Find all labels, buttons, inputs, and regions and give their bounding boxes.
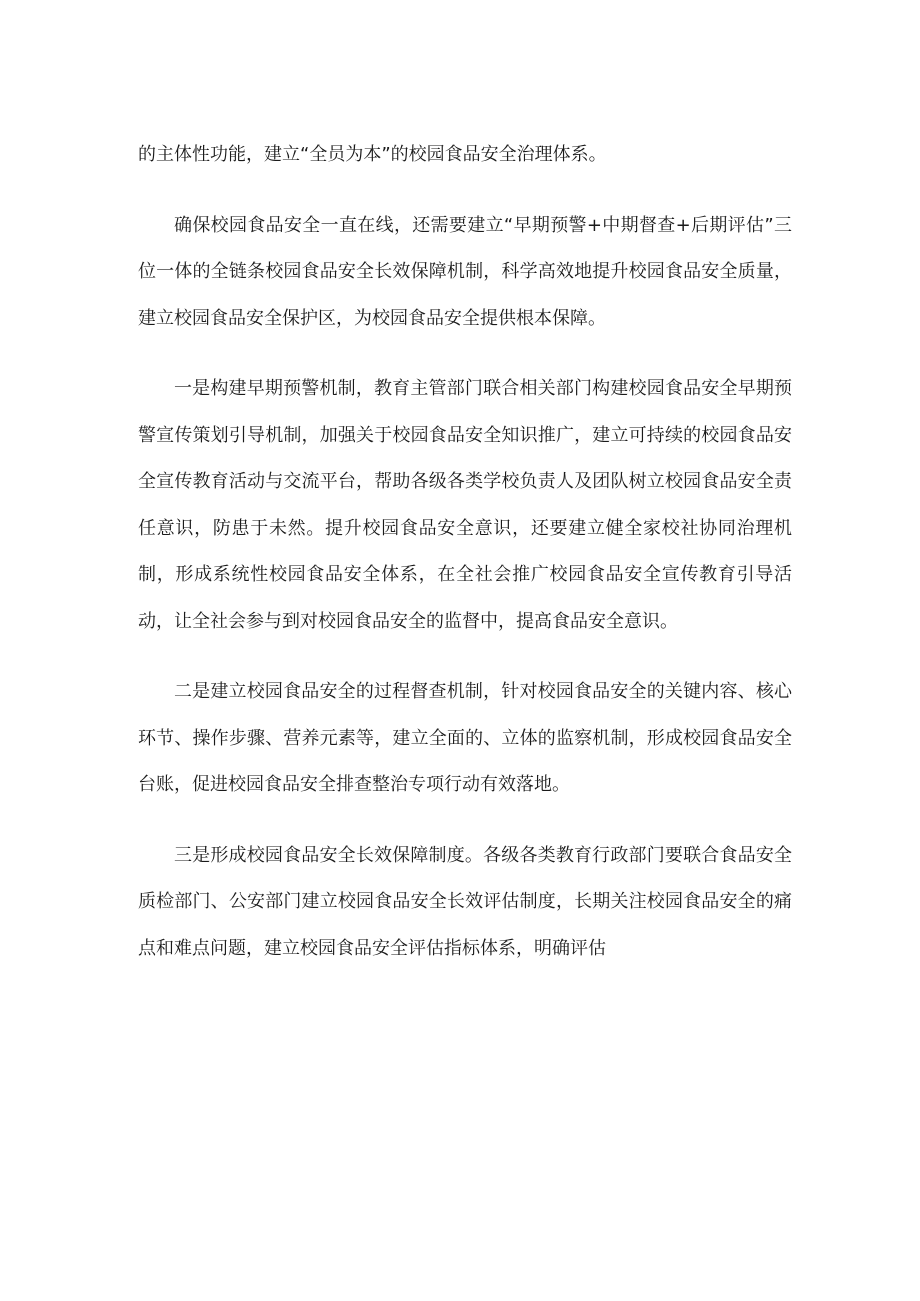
document-body: [138, 132, 792, 996]
paragraph-process-supervision: 二是建立校园食品安全的过程督查机制，针对校园食品安全的关键内容、核心环节、操作步骤、营养元素等，建立全面的、立体的监察机制，形成校园食品安全台账，促进校园食品安全排查整治专项行动有效落地。: [138, 681, 792, 795]
paragraph-safety-mechanism: 确保校园食品安全一直在线，还需要建立“早期预警+中期督查+后期评估”三位一体的全链条校园食品安全长效保障机制，科学高效地提升校园食品安全质量，建立校园食品安全保护区，为校园食品安全提供根本保障。: [138, 214, 792, 329]
paragraph-continuation: 的主体性功能，建立“全员为本”的校园食品安全治理体系。: [138, 144, 607, 165]
paragraph-early-warning: 一是构建早期预警机制，教育主管部门联合相关部门构建校园食品安全早期预警宣传策划引导机制，加强关于校园食品安全知识推广，建立可持续的校园食品安全宣传教育活动与交流平台，帮助各级各类学校负责人及团队树立校园食品安全责任意识，防患于未然。提升校园食品安全意识，还要建立健全家校社协同治理机制，形成系统性校园食品安全体系，在全社会推广校园食品安全宣传教育引导活动，让全社会参与到对校园食品安全的监督中，提高食品安全意识。: [138, 378, 792, 632]
paragraph-long-term-guarantee: 三是形成校园食品安全长效保障制度。各级各类教育行政部门要联合食品安全质检部门、公安部门建立校园食品安全长效评估制度，长期关注校园食品安全的痛点和难点问题，建立校园食品安全评估指标体系，明确评估: [138, 844, 792, 959]
